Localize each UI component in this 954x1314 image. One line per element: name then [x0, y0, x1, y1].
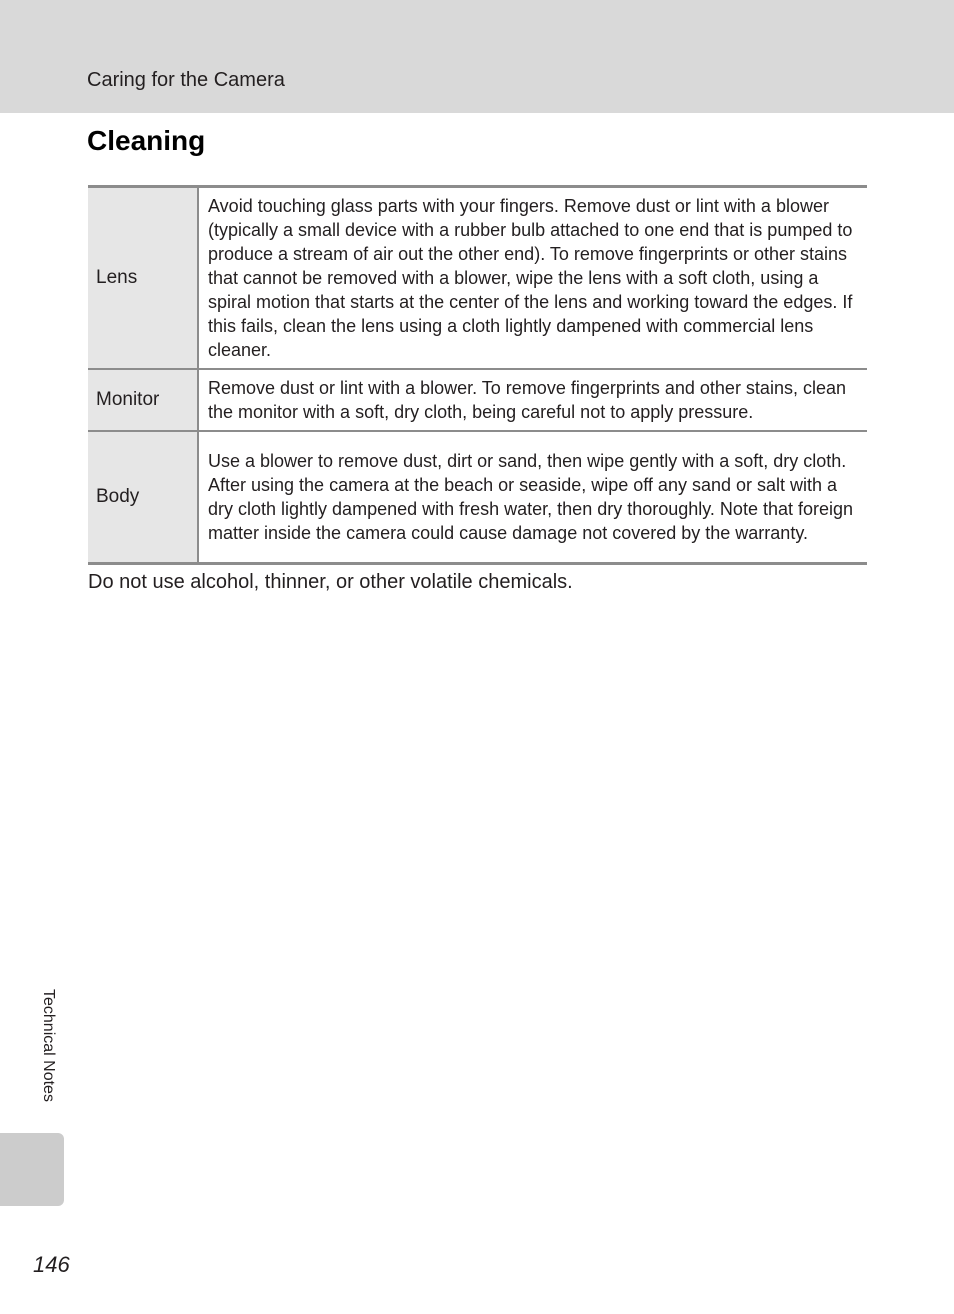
table-row-monitor — [88, 369, 867, 431]
header-band — [0, 0, 954, 113]
row-label-lens: Lens — [88, 187, 198, 369]
table-row-body — [88, 431, 867, 564]
row-description-monitor: Remove dust or lint with a blower. To remove fingerprints and other stains, clean the monitor with a soft, dry cloth, being careful not to apply pressure. — [208, 377, 846, 422]
page-number: 146 — [33, 1252, 70, 1277]
row-description-lens: Avoid touching glass parts with your fingers. Remove dust or lint with a blower (typically a small device with a rubber bulb attached to one end that is pumped to produce a stream of air out the other end). To remove fingerprints or other stains that cannot be removed with a blower, wipe the lens with a soft cloth, using a spiral motion that starts at the center of the lens and working toward the edges. If this fails, clean the lens using a cloth lightly dampened with commercial lens cleaner. — [208, 195, 853, 360]
side-tab-marker — [0, 1133, 64, 1206]
side-section-label: Technical Notes — [40, 989, 57, 1102]
row-label-body: Body — [88, 431, 198, 564]
row-description-body: Use a blower to remove dust, dirt or sand, then wipe gently with a soft, dry cloth. After using the camera at the beach or seaside, wipe off any sand or salt with a dry cloth lightly dampened with fresh water, then dry thoroughly. Note that foreign matter inside the camera could cause damage not covered by the warranty. — [208, 450, 854, 543]
cleaning-table — [88, 185, 867, 565]
caution-note: Do not use alcohol, thinner, or other volatile chemicals. — [88, 571, 573, 593]
section-header: Caring for the Camera — [87, 69, 285, 91]
page-title: Cleaning — [87, 125, 206, 156]
table-row-lens — [88, 187, 867, 369]
row-label-monitor: Monitor — [88, 369, 198, 431]
